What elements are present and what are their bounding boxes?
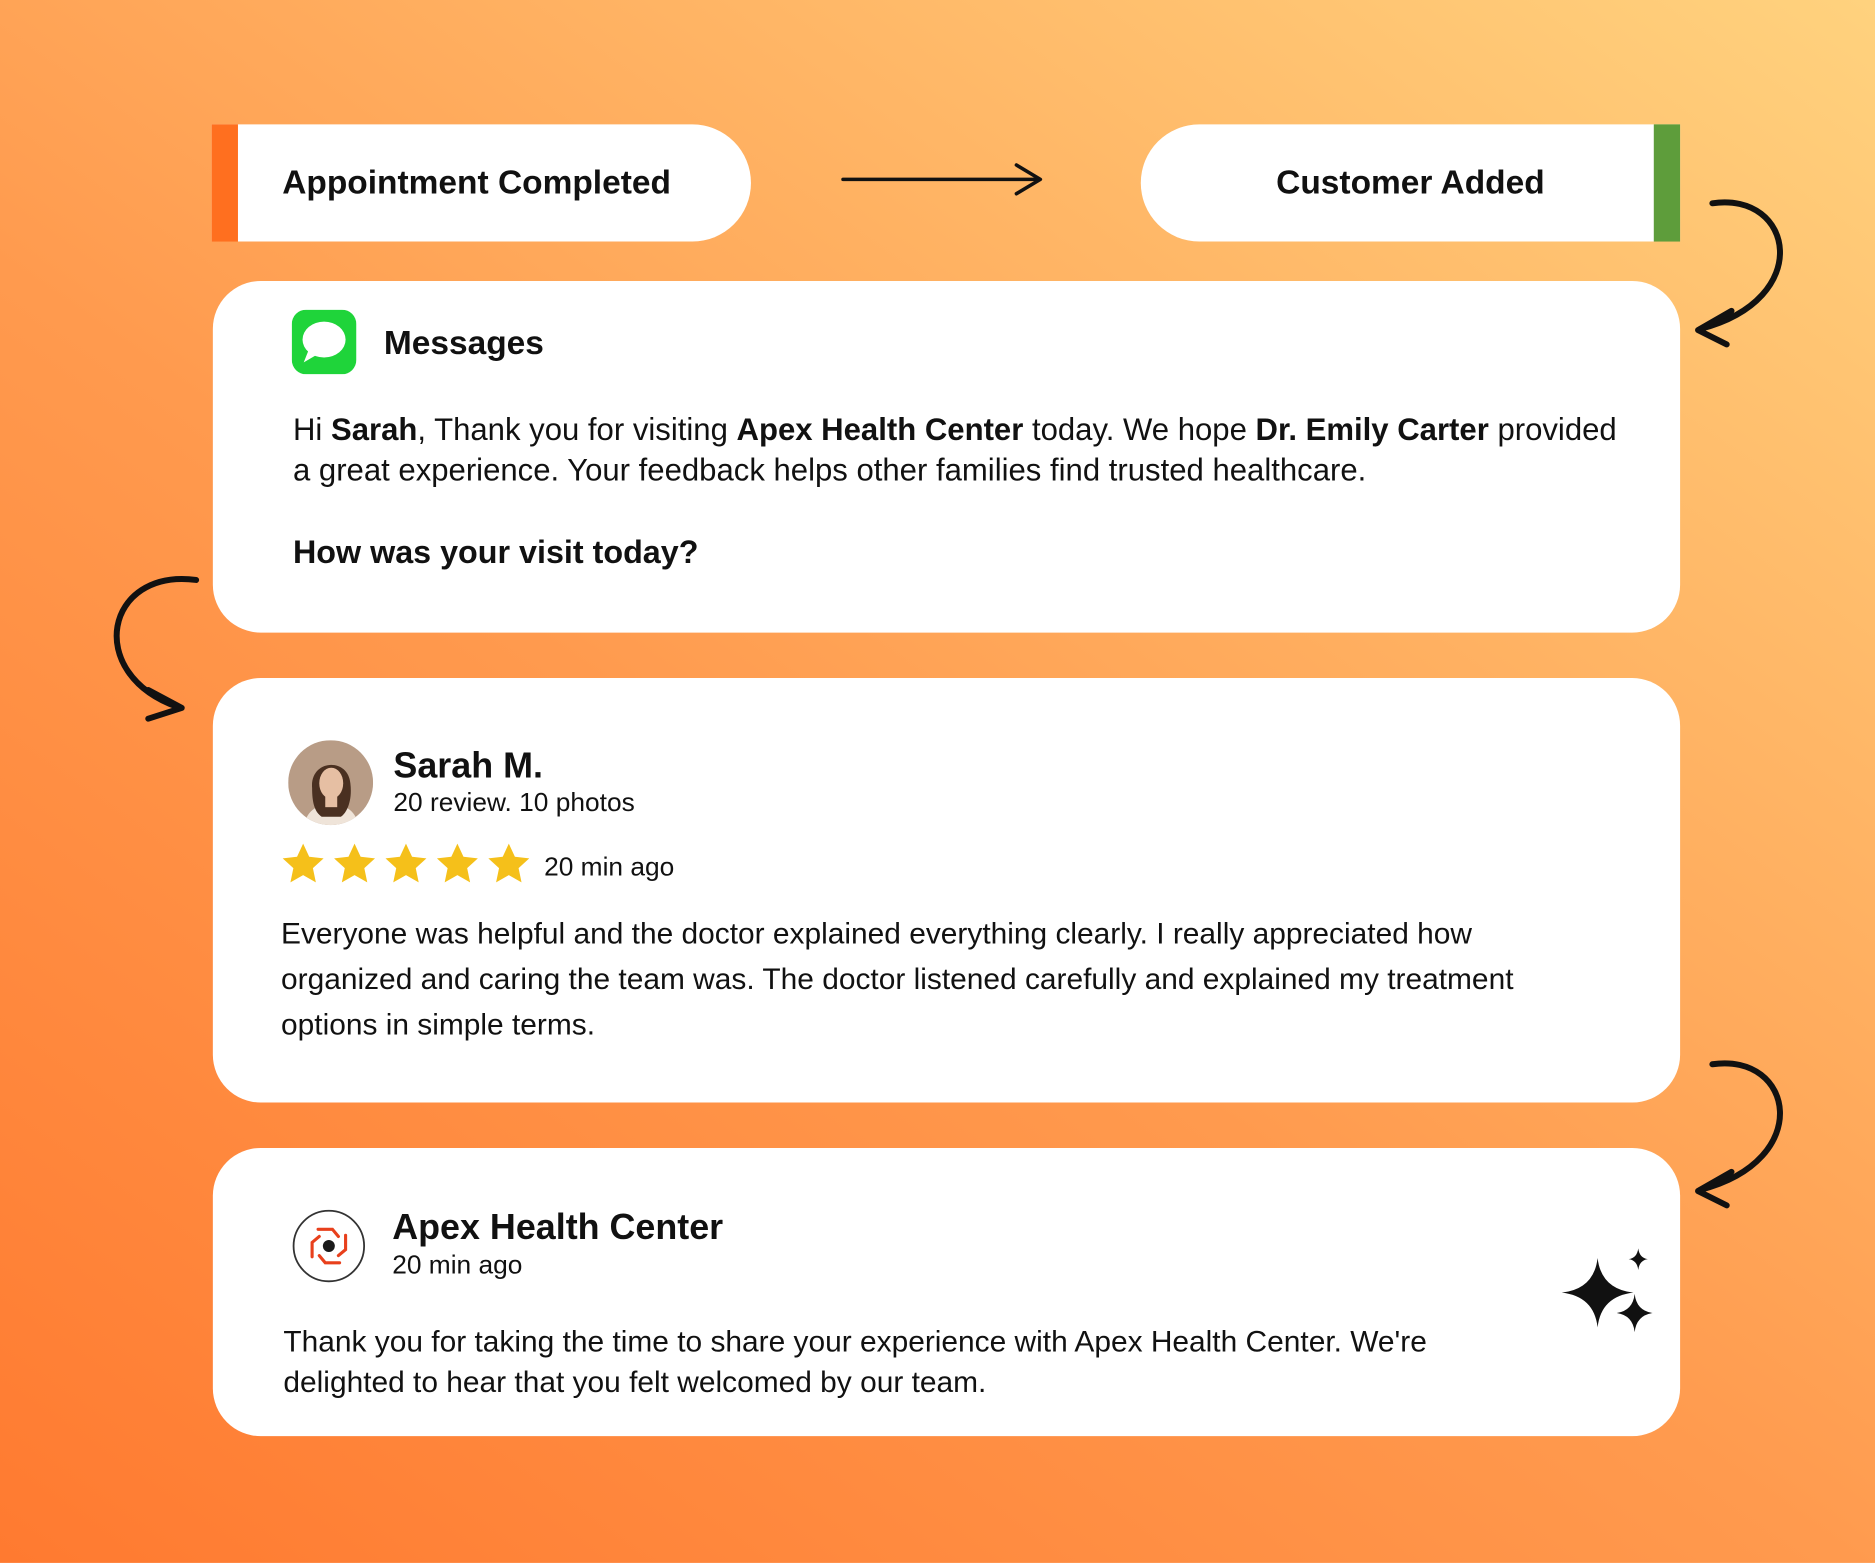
step-label: Customer Added (1276, 163, 1545, 201)
message-clinic-name: Apex Health Center (736, 411, 1024, 448)
reply-text: Thank you for taking the time to share your experience with Apex Health Center. We're delighted to hear that you felt welcomed by our team. (283, 1324, 1427, 1400)
avatar (288, 740, 373, 825)
step-appointment-completed (212, 124, 751, 241)
star-icon (281, 842, 325, 885)
step-accent-bar (1654, 124, 1680, 241)
star-icon (332, 842, 376, 885)
star-icon (487, 842, 531, 885)
review-text: Everyone was helpful and the doctor explained everything clearly. I really appreciated how organized and caring the team was. The doctor listened carefully and explained my treatment options in simple terms. (281, 917, 1514, 1042)
review-time: 20 min ago (544, 851, 675, 882)
message-question: How was your visit today? (292, 534, 699, 571)
message-text: , Thank you for visiting (417, 411, 737, 448)
step-accent-bar (212, 124, 238, 241)
step-customer-added (1141, 124, 1680, 241)
message-text: today. We hope (1023, 411, 1256, 448)
star-icon (435, 842, 479, 885)
clinic-logo (292, 1209, 366, 1283)
reviewer-meta: 20 review. 10 photos (393, 786, 635, 817)
arrow-right-icon (837, 158, 1052, 201)
messages-app-name: Messages (383, 324, 544, 362)
owner-reply-card (213, 1148, 1680, 1436)
reply-time: 20 min ago (392, 1249, 523, 1280)
reviewer-name: Sarah M. (393, 746, 543, 786)
curved-arrow-icon (93, 568, 201, 723)
star-icon (384, 842, 428, 885)
message-customer-name: Sarah (330, 411, 418, 448)
message-card (213, 281, 1680, 633)
star-rating (281, 842, 531, 885)
curved-arrow-icon (1686, 1052, 1806, 1207)
message-greeting: Hi (292, 411, 331, 448)
message-text: provided a great experience. Your feedback helps other families find trusted healthcare. (292, 411, 1617, 488)
curved-arrow-icon (1686, 191, 1806, 346)
review-card (213, 678, 1680, 1103)
messages-app-icon (292, 310, 357, 375)
step-label: Appointment Completed (282, 163, 671, 201)
sparkles-icon (1559, 1246, 1659, 1339)
message-doctor-name: Dr. Emily Carter (1255, 411, 1489, 448)
message-body (293, 409, 1620, 490)
business-name: Apex Health Center (392, 1207, 724, 1248)
